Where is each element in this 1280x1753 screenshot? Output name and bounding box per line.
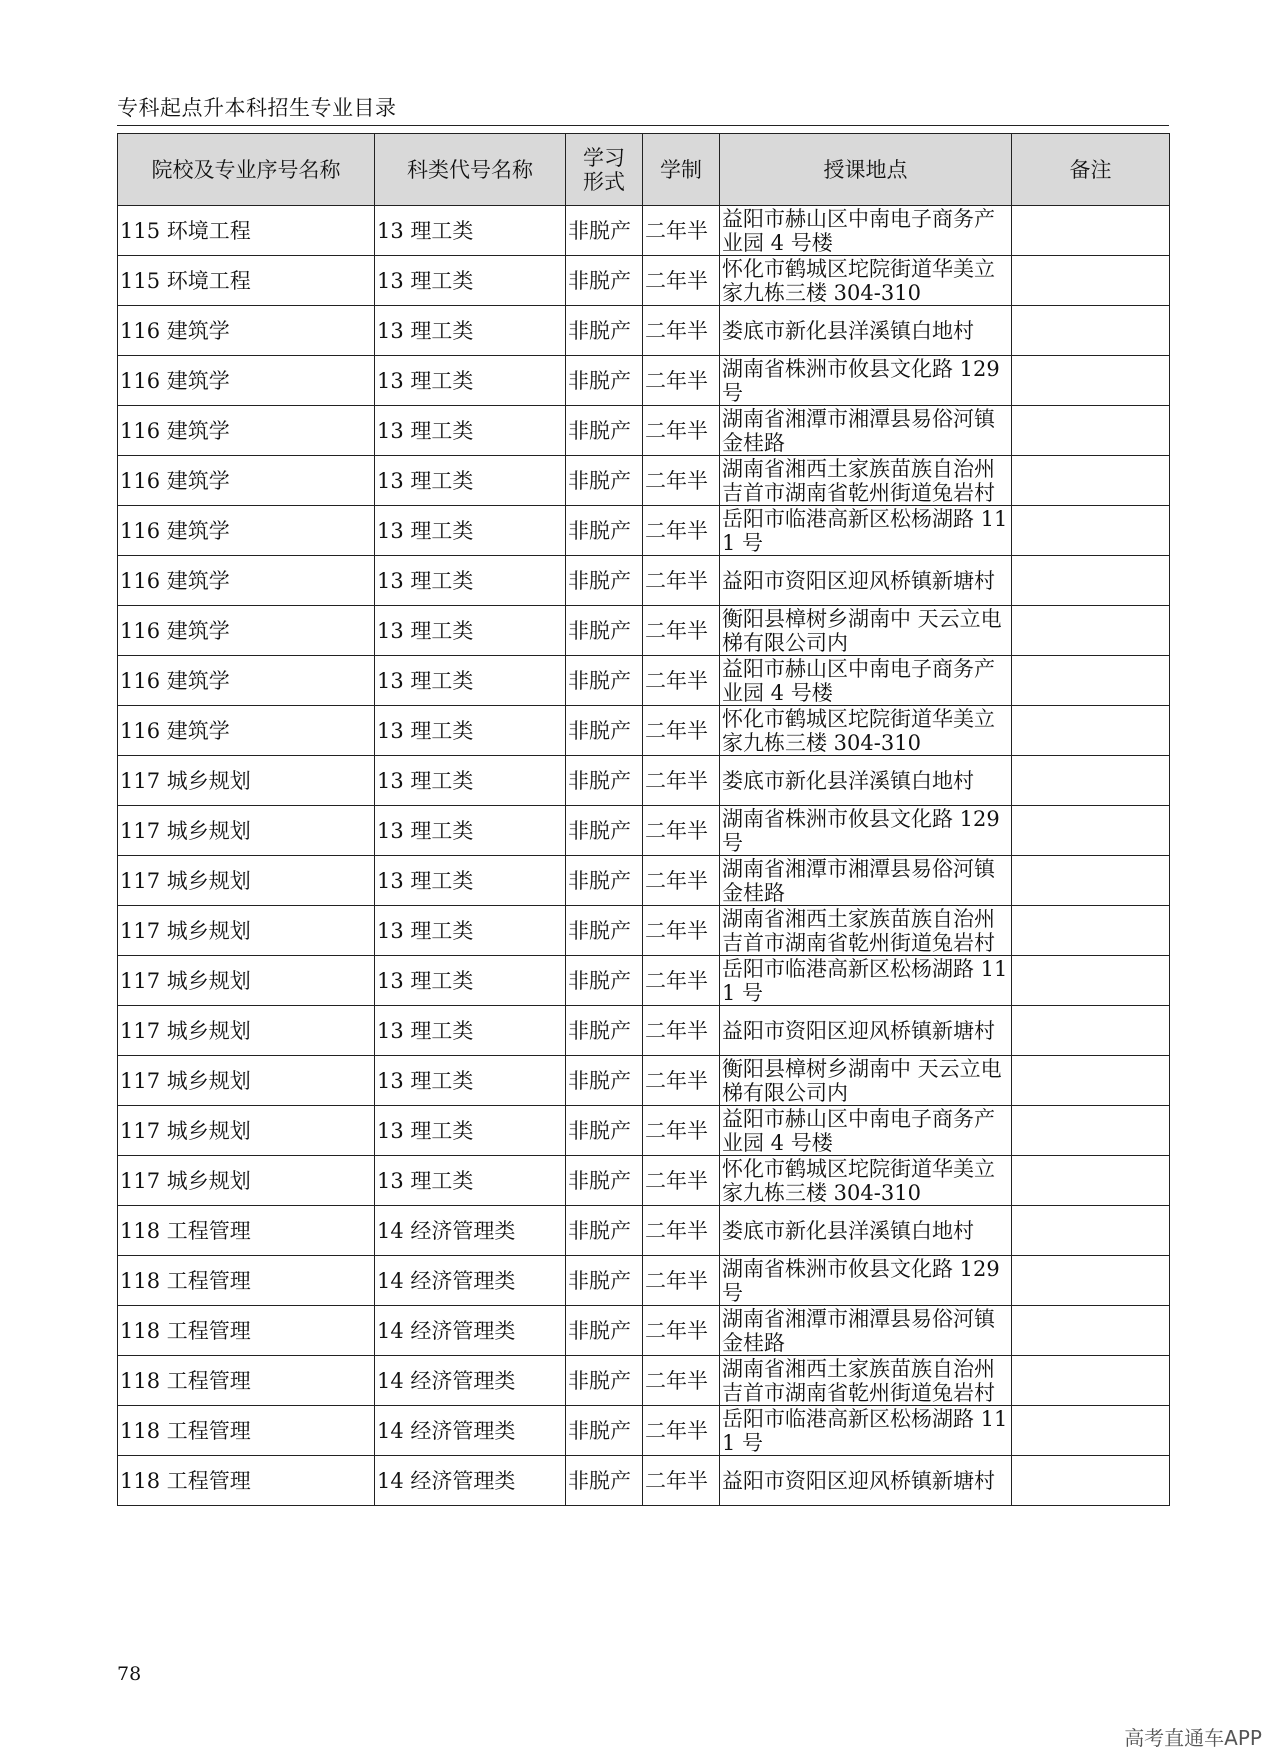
cell-mode: 非脱产 (566, 656, 643, 706)
header-rule (117, 125, 1169, 126)
header-major: 院校及专业序号名称 (118, 134, 375, 206)
cell-major: 118 工程管理 (118, 1306, 375, 1356)
cell-major: 118 工程管理 (118, 1206, 375, 1256)
cell-note (1012, 1056, 1170, 1106)
table-body (118, 206, 1170, 1506)
cell-category: 13 理工类 (375, 1006, 566, 1056)
cell-duration: 二年半 (643, 1106, 720, 1156)
table-row (118, 1156, 1170, 1206)
cell-location: 湖南省株洲市攸县文化路 129 号 (720, 1256, 1012, 1306)
cell-duration: 二年半 (643, 1406, 720, 1456)
cell-category: 13 理工类 (375, 356, 566, 406)
table-row (118, 856, 1170, 906)
cell-major: 116 建筑学 (118, 656, 375, 706)
cell-major: 117 城乡规划 (118, 1156, 375, 1206)
cell-note (1012, 206, 1170, 256)
cell-duration: 二年半 (643, 1356, 720, 1406)
cell-location: 衡阳县樟树乡湖南中 天云立电梯有限公司内 (720, 1056, 1012, 1106)
cell-duration: 二年半 (643, 756, 720, 806)
table-row (118, 206, 1170, 256)
cell-major: 117 城乡规划 (118, 756, 375, 806)
cell-major: 116 建筑学 (118, 556, 375, 606)
cell-category: 13 理工类 (375, 306, 566, 356)
table-row (118, 506, 1170, 556)
cell-location: 娄底市新化县洋溪镇白地村 (720, 306, 1012, 356)
cell-category: 13 理工类 (375, 406, 566, 456)
cell-location: 湖南省株洲市攸县文化路 129 号 (720, 806, 1012, 856)
cell-major: 117 城乡规划 (118, 856, 375, 906)
cell-location: 湖南省株洲市攸县文化路 129 号 (720, 356, 1012, 406)
cell-note (1012, 506, 1170, 556)
table-row (118, 1206, 1170, 1256)
table-row (118, 1306, 1170, 1356)
cell-major: 117 城乡规划 (118, 1006, 375, 1056)
cell-major: 116 建筑学 (118, 506, 375, 556)
cell-mode: 非脱产 (566, 1056, 643, 1106)
cell-mode: 非脱产 (566, 1256, 643, 1306)
table-row (118, 306, 1170, 356)
cell-duration: 二年半 (643, 1006, 720, 1056)
table-row (118, 1106, 1170, 1156)
table-row (118, 706, 1170, 756)
cell-duration: 二年半 (643, 1456, 720, 1506)
cell-mode: 非脱产 (566, 906, 643, 956)
cell-mode: 非脱产 (566, 456, 643, 506)
cell-location: 湖南省湘西土家族苗族自治州吉首市湖南省乾州街道兔岩村 (720, 1356, 1012, 1406)
cell-category: 13 理工类 (375, 706, 566, 756)
cell-category: 13 理工类 (375, 1056, 566, 1106)
cell-mode: 非脱产 (566, 806, 643, 856)
cell-category: 13 理工类 (375, 956, 566, 1006)
cell-note (1012, 1106, 1170, 1156)
header-category: 科类代号名称 (375, 134, 566, 206)
cell-location: 益阳市资阳区迎风桥镇新塘村 (720, 556, 1012, 606)
cell-major: 118 工程管理 (118, 1406, 375, 1456)
cell-note (1012, 556, 1170, 606)
cell-note (1012, 756, 1170, 806)
cell-mode: 非脱产 (566, 756, 643, 806)
cell-duration: 二年半 (643, 256, 720, 306)
cell-note (1012, 1006, 1170, 1056)
cell-category: 13 理工类 (375, 206, 566, 256)
cell-note (1012, 956, 1170, 1006)
cell-note (1012, 606, 1170, 656)
table-row (118, 756, 1170, 806)
cell-mode: 非脱产 (566, 1356, 643, 1406)
table-row (118, 656, 1170, 706)
cell-note (1012, 656, 1170, 706)
cell-duration: 二年半 (643, 506, 720, 556)
cell-location: 湖南省湘西土家族苗族自治州吉首市湖南省乾州街道兔岩村 (720, 906, 1012, 956)
cell-mode: 非脱产 (566, 956, 643, 1006)
cell-duration: 二年半 (643, 856, 720, 906)
cell-location: 益阳市赫山区中南电子商务产业园 4 号楼 (720, 1106, 1012, 1156)
cell-mode: 非脱产 (566, 856, 643, 906)
cell-mode: 非脱产 (566, 206, 643, 256)
cell-note (1012, 356, 1170, 406)
cell-category: 13 理工类 (375, 856, 566, 906)
cell-category: 14 经济管理类 (375, 1206, 566, 1256)
cell-location: 岳阳市临港高新区松杨湖路 111 号 (720, 506, 1012, 556)
cell-mode: 非脱产 (566, 506, 643, 556)
cell-duration: 二年半 (643, 306, 720, 356)
running-head: 专科起点升本科招生专业目录 (117, 96, 397, 120)
cell-major: 117 城乡规划 (118, 956, 375, 1006)
cell-mode: 非脱产 (566, 556, 643, 606)
cell-duration: 二年半 (643, 806, 720, 856)
cell-category: 14 经济管理类 (375, 1406, 566, 1456)
cell-note (1012, 856, 1170, 906)
cell-location: 湖南省湘潭市湘潭县易俗河镇金桂路 (720, 856, 1012, 906)
cell-category: 13 理工类 (375, 256, 566, 306)
cell-duration: 二年半 (643, 606, 720, 656)
cell-mode: 非脱产 (566, 1106, 643, 1156)
cell-major: 116 建筑学 (118, 356, 375, 406)
cell-category: 13 理工类 (375, 456, 566, 506)
table-row (118, 256, 1170, 306)
table-row (118, 906, 1170, 956)
cell-note (1012, 1206, 1170, 1256)
cell-duration: 二年半 (643, 656, 720, 706)
cell-note (1012, 1406, 1170, 1456)
cell-location: 益阳市赫山区中南电子商务产业园 4 号楼 (720, 206, 1012, 256)
cell-major: 117 城乡规划 (118, 906, 375, 956)
cell-category: 13 理工类 (375, 1156, 566, 1206)
cell-location: 衡阳县樟树乡湖南中 天云立电梯有限公司内 (720, 606, 1012, 656)
table-row (118, 1456, 1170, 1506)
cell-note (1012, 1256, 1170, 1306)
table-row (118, 956, 1170, 1006)
cell-major: 116 建筑学 (118, 706, 375, 756)
cell-duration: 二年半 (643, 206, 720, 256)
cell-mode: 非脱产 (566, 1406, 643, 1456)
cell-category: 14 经济管理类 (375, 1456, 566, 1506)
cell-category: 13 理工类 (375, 506, 566, 556)
page-number: 78 (117, 1663, 142, 1685)
cell-location: 岳阳市临港高新区松杨湖路 111 号 (720, 956, 1012, 1006)
cell-mode: 非脱产 (566, 606, 643, 656)
cell-major: 116 建筑学 (118, 456, 375, 506)
cell-major: 117 城乡规划 (118, 1056, 375, 1106)
cell-location: 娄底市新化县洋溪镇白地村 (720, 1206, 1012, 1256)
cell-duration: 二年半 (643, 406, 720, 456)
cell-note (1012, 1356, 1170, 1406)
cell-location: 湖南省湘西土家族苗族自治州吉首市湖南省乾州街道兔岩村 (720, 456, 1012, 506)
cell-note (1012, 1456, 1170, 1506)
cell-category: 13 理工类 (375, 756, 566, 806)
cell-mode: 非脱产 (566, 306, 643, 356)
cell-location: 湖南省湘潭市湘潭县易俗河镇金桂路 (720, 406, 1012, 456)
cell-category: 14 经济管理类 (375, 1306, 566, 1356)
table-row (118, 356, 1170, 406)
cell-mode: 非脱产 (566, 1006, 643, 1056)
cell-major: 118 工程管理 (118, 1456, 375, 1506)
table-header-row (118, 134, 1170, 206)
cell-mode: 非脱产 (566, 1456, 643, 1506)
cell-major: 116 建筑学 (118, 406, 375, 456)
cell-duration: 二年半 (643, 706, 720, 756)
cell-category: 13 理工类 (375, 906, 566, 956)
header-mode: 学习形式 (566, 134, 643, 206)
cell-category: 13 理工类 (375, 806, 566, 856)
cell-location: 岳阳市临港高新区松杨湖路 111 号 (720, 1406, 1012, 1456)
cell-mode: 非脱产 (566, 1206, 643, 1256)
cell-location: 怀化市鹤城区坨院街道华美立家九栋三楼 304-310 (720, 256, 1012, 306)
cell-note (1012, 806, 1170, 856)
cell-location: 益阳市赫山区中南电子商务产业园 4 号楼 (720, 656, 1012, 706)
header-note: 备注 (1012, 134, 1170, 206)
cell-category: 13 理工类 (375, 556, 566, 606)
table-row (118, 1406, 1170, 1456)
catalog-table (117, 133, 1170, 1506)
cell-category: 13 理工类 (375, 656, 566, 706)
cell-major: 118 工程管理 (118, 1356, 375, 1406)
cell-duration: 二年半 (643, 356, 720, 406)
cell-duration: 二年半 (643, 906, 720, 956)
cell-major: 118 工程管理 (118, 1256, 375, 1306)
cell-note (1012, 1156, 1170, 1206)
cell-major: 115 环境工程 (118, 256, 375, 306)
table-row (118, 606, 1170, 656)
cell-note (1012, 456, 1170, 506)
cell-category: 13 理工类 (375, 1106, 566, 1156)
cell-mode: 非脱产 (566, 1306, 643, 1356)
cell-note (1012, 406, 1170, 456)
cell-duration: 二年半 (643, 1056, 720, 1106)
cell-mode: 非脱产 (566, 706, 643, 756)
cell-category: 14 经济管理类 (375, 1356, 566, 1406)
cell-note (1012, 306, 1170, 356)
table-row (118, 1006, 1170, 1056)
cell-duration: 二年半 (643, 1306, 720, 1356)
cell-category: 13 理工类 (375, 606, 566, 656)
cell-duration: 二年半 (643, 1256, 720, 1306)
table-row (118, 456, 1170, 506)
cell-note (1012, 706, 1170, 756)
table-row (118, 406, 1170, 456)
cell-location: 益阳市资阳区迎风桥镇新塘村 (720, 1456, 1012, 1506)
table-row (118, 806, 1170, 856)
table-row (118, 1056, 1170, 1106)
cell-duration: 二年半 (643, 456, 720, 506)
table-row (118, 556, 1170, 606)
cell-note (1012, 906, 1170, 956)
cell-duration: 二年半 (643, 1206, 720, 1256)
cell-location: 怀化市鹤城区坨院街道华美立家九栋三楼 304-310 (720, 1156, 1012, 1206)
cell-major: 116 建筑学 (118, 306, 375, 356)
cell-mode: 非脱产 (566, 406, 643, 456)
watermark-text: 高考直通车APP (1124, 1726, 1262, 1750)
cell-major: 116 建筑学 (118, 606, 375, 656)
cell-duration: 二年半 (643, 956, 720, 1006)
table-row (118, 1256, 1170, 1306)
cell-duration: 二年半 (643, 1156, 720, 1206)
cell-major: 115 环境工程 (118, 206, 375, 256)
cell-location: 怀化市鹤城区坨院街道华美立家九栋三楼 304-310 (720, 706, 1012, 756)
cell-major: 117 城乡规划 (118, 1106, 375, 1156)
header-location: 授课地点 (720, 134, 1012, 206)
cell-location: 湖南省湘潭市湘潭县易俗河镇金桂路 (720, 1306, 1012, 1356)
cell-category: 14 经济管理类 (375, 1256, 566, 1306)
table-row (118, 1356, 1170, 1406)
cell-location: 益阳市资阳区迎风桥镇新塘村 (720, 1006, 1012, 1056)
cell-duration: 二年半 (643, 556, 720, 606)
cell-mode: 非脱产 (566, 356, 643, 406)
cell-note (1012, 256, 1170, 306)
cell-location: 娄底市新化县洋溪镇白地村 (720, 756, 1012, 806)
cell-mode: 非脱产 (566, 256, 643, 306)
cell-mode: 非脱产 (566, 1156, 643, 1206)
cell-major: 117 城乡规划 (118, 806, 375, 856)
header-duration: 学制 (643, 134, 720, 206)
cell-note (1012, 1306, 1170, 1356)
